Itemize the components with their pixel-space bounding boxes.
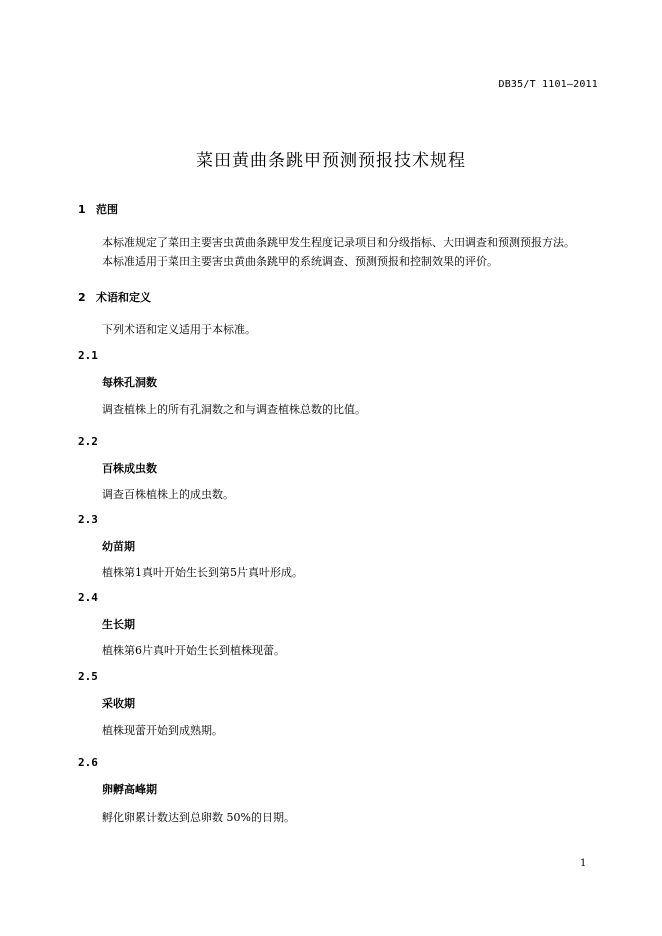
scope-paragraph-1: 本标准规定了菜田主要害虫黄曲条跳甲发生程度记录项目和分级指标、大田调查和预测预报方法。: [102, 236, 575, 249]
section-heading-scope: [78, 201, 118, 217]
term-name: 每株孔洞数: [102, 376, 157, 389]
section-number: 1: [78, 203, 86, 216]
standard-code: DB35/T 1101—2011: [498, 79, 598, 90]
scope-paragraph-2: 本标准适用于菜田主要害虫黄曲条跳甲的系统调查、预测预报和控制效果的评价。: [102, 255, 498, 268]
terms-intro-paragraph: 下列术语和定义适用于本标准。: [102, 323, 256, 336]
term-name: 幼苗期: [102, 540, 135, 553]
term-name: 采收期: [102, 697, 135, 710]
term-number: 2.6: [78, 756, 98, 769]
term-number: 2.3: [78, 513, 98, 526]
term-number: 2.4: [78, 591, 98, 604]
term-definition: 植株现蕾开始到成熟期。: [102, 724, 223, 737]
section-heading-terms: [78, 289, 151, 305]
term-number: 2.2: [78, 435, 98, 448]
page-number: 1: [580, 858, 587, 869]
term-name: 百株成虫数: [102, 462, 157, 475]
term-number: 2.1: [78, 349, 98, 362]
term-definition: 植株第1真叶开始生长到第5片真叶形成。: [102, 566, 303, 579]
term-definition: 孵化卵累计数达到总卵数 50%的日期。: [102, 811, 295, 824]
section-number: 2: [78, 291, 86, 304]
term-number: 2.5: [78, 670, 98, 683]
term-name: 卵孵高峰期: [102, 783, 157, 796]
term-definition: 调查植株上的所有孔洞数之和与调查植株总数的比值。: [102, 403, 366, 416]
section-title: 术语和定义: [96, 291, 151, 304]
term-definition: 调查百株植株上的成虫数。: [102, 488, 234, 501]
term-definition: 植株第6片真叶开始生长到植株现蕾。: [102, 644, 285, 657]
document-title: 菜田黄曲条跳甲预测预报技术规程: [196, 151, 466, 171]
term-name: 生长期: [102, 618, 135, 631]
section-title: 范围: [96, 203, 118, 216]
